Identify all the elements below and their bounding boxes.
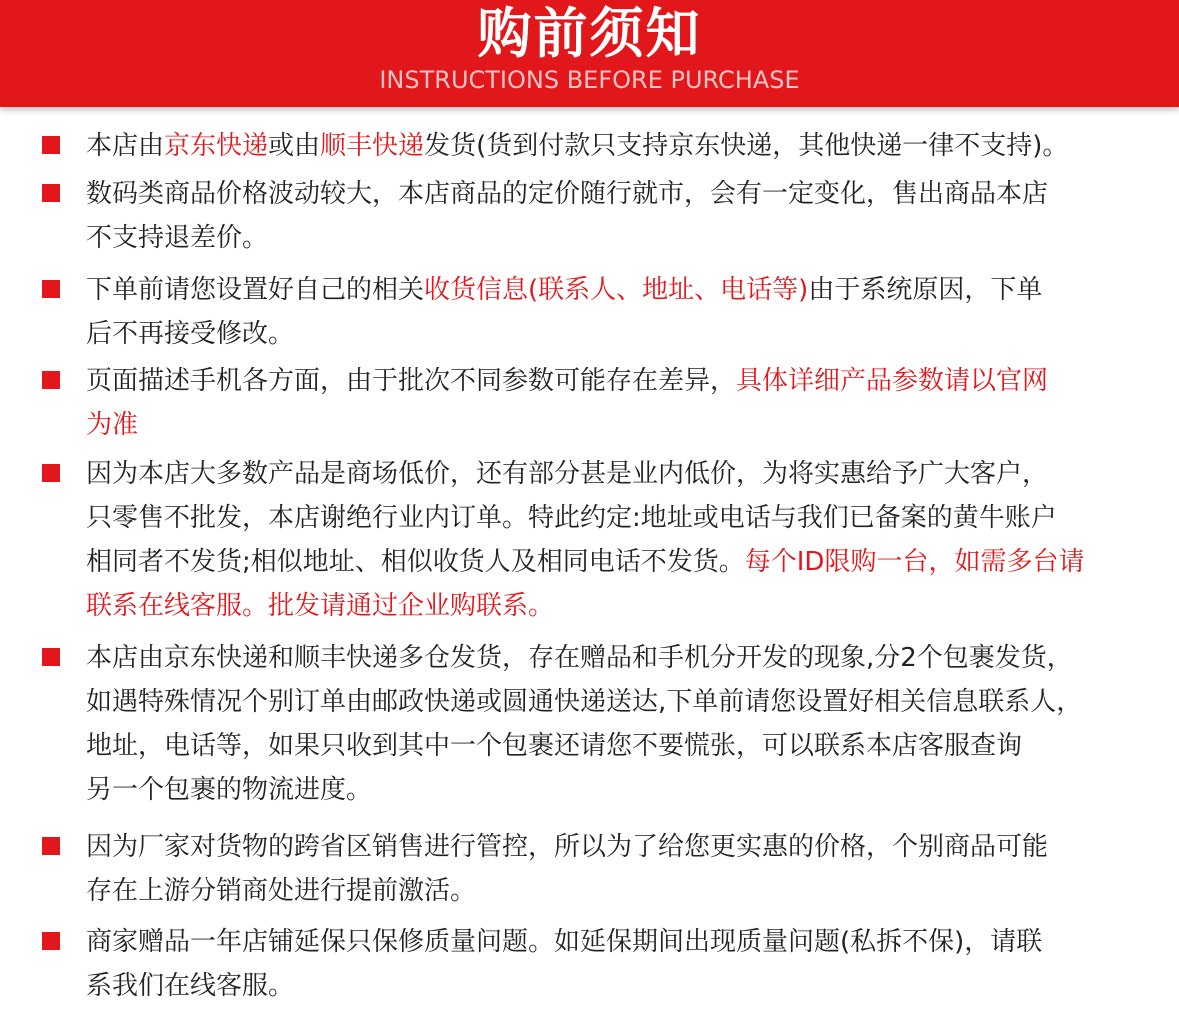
page-subtitle: INSTRUCTIONS BEFORE PURCHASE [379, 66, 800, 94]
notice-text [86, 920, 1166, 1008]
body-text: 存在上游分销商处进行提前激活。 [86, 876, 477, 906]
notice-item [0, 920, 1179, 1008]
bullet-square-icon [42, 280, 60, 298]
bullet-square-icon [42, 371, 60, 389]
notice-item [0, 825, 1179, 913]
notice-line [86, 312, 1166, 356]
body-text: 因为本店大多数产品是商场低价，还有部分甚是业内低价，为将实惠给予广大客户， [86, 459, 1049, 489]
notice-line [86, 825, 1166, 869]
body-text: 发货(货到付款只支持京东快递，其他快递一律不支持)。 [424, 131, 1069, 161]
notice-line [86, 452, 1166, 496]
notice-line [86, 216, 1166, 260]
notice-item [0, 268, 1179, 356]
body-text: 数码类商品价格波动较大，本店商品的定价随行就市，会有一定变化，售出商品本店 [86, 179, 1049, 209]
notice-item [0, 636, 1179, 812]
notice-line [86, 359, 1166, 403]
body-text: 因为厂家对货物的跨省区销售进行管控，所以为了给您更实惠的价格，个别商品可能 [86, 832, 1049, 862]
bullet-square-icon [42, 932, 60, 950]
body-text: 后不再接受修改。 [86, 319, 295, 349]
notice-line [86, 680, 1166, 724]
body-text: 只零售不批发，本店谢绝行业内订单。特此约定:地址或电话与我们已备案的黄牛账户 [86, 503, 1057, 533]
notice-text [86, 172, 1166, 260]
notice-line [86, 403, 1166, 447]
notice-line [86, 964, 1166, 1008]
notice-item [0, 452, 1179, 628]
body-text: 另一个包裹的物流进度。 [86, 775, 373, 805]
bullet-square-icon [42, 184, 60, 202]
highlight-text: 每个ID限购一台，如需多台请 [744, 547, 1085, 577]
body-text: 本店由京东快递和顺丰快递多仓发货，存在赠品和手机分开发的现象,分2个包裹发货， [86, 643, 1073, 673]
notice-text [86, 268, 1166, 356]
body-text: 或由 [268, 131, 321, 161]
highlight-text: 联系在线客服。批发请通过企业购联系。 [86, 591, 555, 621]
highlight-text: 顺丰快递 [320, 131, 425, 161]
highlight-text: 为准 [86, 410, 139, 440]
notice-line [86, 540, 1166, 584]
notice-text [86, 124, 1166, 168]
notice-item [0, 124, 1179, 168]
body-text: 不支持退差价。 [86, 223, 269, 253]
notice-line [86, 584, 1166, 628]
notice-line [86, 172, 1166, 216]
highlight-text: 具体详细产品参数请以官网 [736, 366, 1049, 396]
notice-line [86, 768, 1166, 812]
bullet-square-icon [42, 648, 60, 666]
bullet-square-icon [42, 136, 60, 154]
notice-line [86, 636, 1166, 680]
highlight-text: 收货信息(联系人、地址、电话等) [424, 275, 809, 305]
notice-line [86, 724, 1166, 768]
body-text: 由于系统原因，下单 [808, 275, 1043, 305]
bullet-square-icon [42, 464, 60, 482]
body-text: 页面描述手机各方面，由于批次不同参数可能存在差异， [86, 366, 737, 396]
notice-text [86, 452, 1166, 628]
page-title: 购前须知 [477, 2, 702, 65]
notice-item [0, 359, 1179, 447]
notice-line [86, 124, 1166, 168]
notice-line [86, 496, 1166, 540]
notice-item [0, 172, 1179, 260]
body-text: 相同者不发货;相似地址、相似收货人及相同电话不发货。 [86, 547, 745, 577]
bullet-square-icon [42, 837, 60, 855]
body-text: 地址，电话等，如果只收到其中一个包裹还请您不要慌张，可以联系本店客服查询 [86, 731, 1023, 761]
notice-text [86, 359, 1166, 447]
notice-text [86, 636, 1166, 812]
notice-line [86, 920, 1166, 964]
notice-line [86, 268, 1166, 312]
body-text: 系我们在线客服。 [86, 971, 295, 1001]
notice-text [86, 825, 1166, 913]
highlight-text: 京东快递 [164, 131, 269, 161]
body-text: 下单前请您设置好自己的相关 [86, 275, 425, 305]
body-text: 如遇特殊情况个别订单由邮政快递或圆通快递送达,下单前请您设置好相关信息联系人， [86, 687, 1083, 717]
body-text: 本店由 [86, 131, 165, 161]
body-text: 商家赠品一年店铺延保只保修质量问题。如延保期间出现质量问题(私拆不保)，请联 [86, 927, 1043, 957]
notice-line [86, 869, 1166, 913]
